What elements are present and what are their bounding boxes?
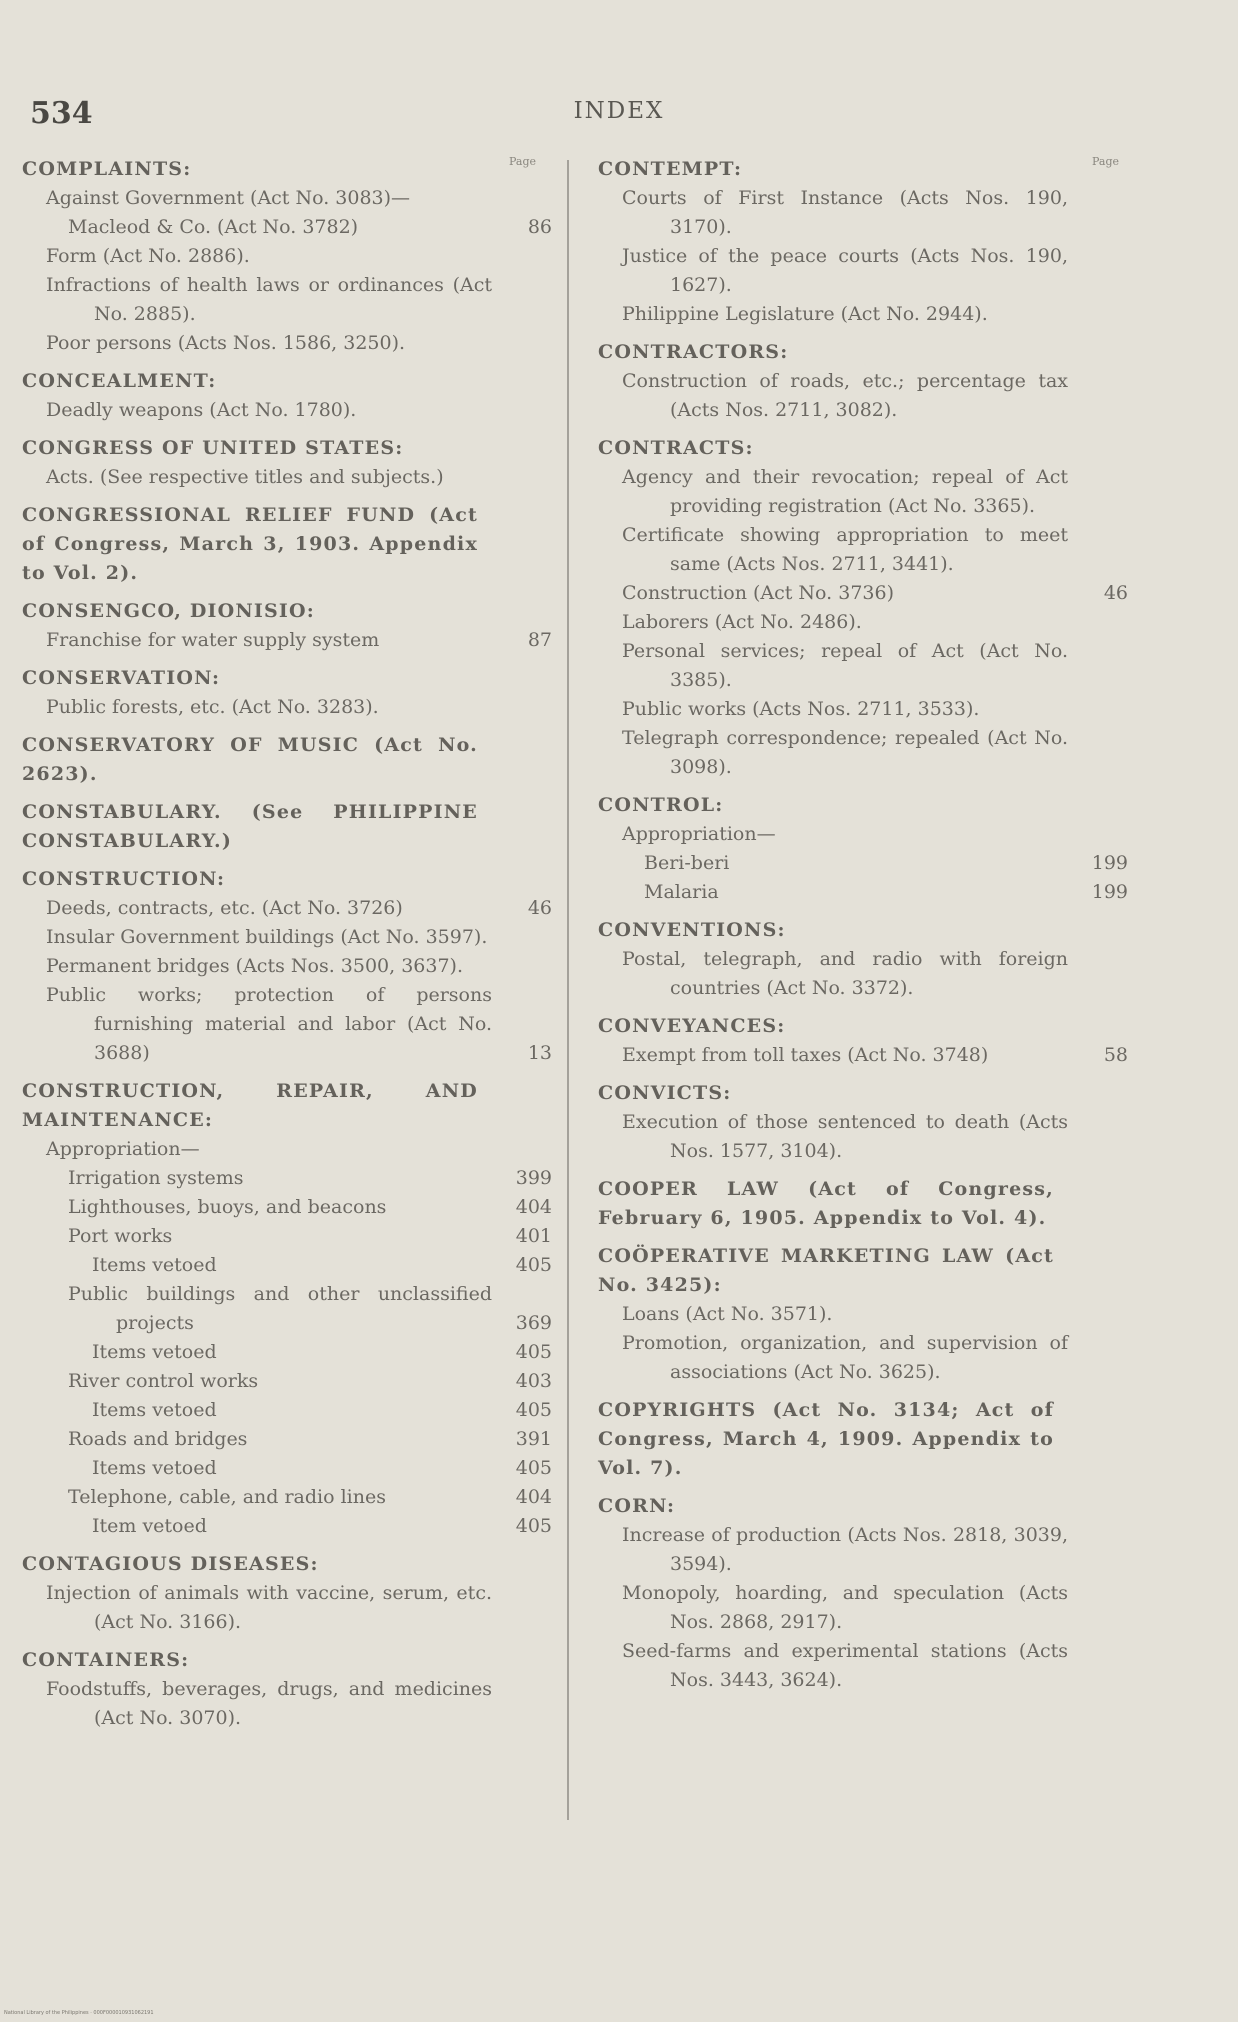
index-entries <box>598 155 1138 1695</box>
subentry-text: Monopoly, hoarding, and speculation (Acts Nos. 2868, 2917). <box>622 1582 1068 1633</box>
index-entry <box>598 1012 1138 1070</box>
index-subentry <box>46 1135 492 1164</box>
index-subentry <box>622 820 1068 849</box>
page-reference: 405 <box>515 1341 552 1363</box>
index-subentry <box>622 608 1068 637</box>
page-reference: 404 <box>515 1486 552 1508</box>
index-entry <box>22 664 550 722</box>
index-subentry <box>622 1329 1068 1387</box>
subentry-text: Telegraph correspondence; repealed (Act No. 3098). <box>622 727 1068 778</box>
index-subentry <box>46 693 492 722</box>
subentry-text: Form (Act No. 2886). <box>46 245 250 267</box>
subentry-text: Deeds, contracts, etc. (Act No. 3726) <box>46 897 403 919</box>
subentry-text: Acts. (See respective titles and subjects.) <box>46 466 444 488</box>
page-reference: 399 <box>515 1167 552 1189</box>
subentry-text: Macleod & Co. (Act No. 3782) <box>68 216 359 238</box>
index-heading: CONSTRUCTION: <box>22 868 226 890</box>
index-subentry <box>46 463 492 492</box>
index-heading: CONSTRUCTION, REPAIR, AND MAINTENANCE: <box>22 1080 478 1131</box>
index-entry <box>22 1077 550 1541</box>
index-entry <box>22 731 550 789</box>
index-heading: CONVEYANCES: <box>598 1015 786 1037</box>
subentry-text: Appropriation— <box>46 1138 200 1160</box>
page-reference: 86 <box>527 216 552 238</box>
index-subentry <box>644 878 1128 907</box>
index-entry <box>598 1079 1138 1166</box>
subentry-text: Exempt from toll taxes (Act No. 3748) <box>622 1044 989 1066</box>
index-subentry <box>46 396 492 425</box>
page-reference: 401 <box>515 1225 552 1247</box>
index-entries <box>22 155 550 1733</box>
subentry-text: Seed-farms and experimental stations (Acts Nos. 3443, 3624). <box>622 1640 1068 1691</box>
index-subentry <box>92 1251 552 1280</box>
index-entry <box>598 155 1138 329</box>
index-subentry <box>46 923 492 952</box>
subentry-text: Injection of animals with vaccine, serum, etc. (Act No. 3166). <box>46 1582 492 1633</box>
index-subentry <box>46 184 492 213</box>
page-reference: 391 <box>515 1428 552 1450</box>
subentry-text: Items vetoed <box>92 1399 217 1421</box>
index-subentry <box>622 945 1068 1003</box>
subentry-text: Foodstuffs, beverages, drugs, and medicines (Act No. 3070). <box>46 1678 492 1729</box>
subentry-text: Lighthouses, buoys, and beacons <box>68 1196 387 1218</box>
index-subentry <box>68 1483 552 1512</box>
index-heading: CONTRACTS: <box>598 437 754 459</box>
subentry-text: Deadly weapons (Act No. 1780). <box>46 399 357 421</box>
index-entry <box>22 597 550 655</box>
index-subentry <box>622 1041 1128 1070</box>
index-entry <box>598 1242 1138 1387</box>
index-subentry <box>68 1193 552 1222</box>
index-entry <box>22 865 550 1068</box>
index-subentry <box>622 1521 1068 1579</box>
subentry-text: Beri-beri <box>644 852 730 874</box>
index-subentry <box>622 463 1068 521</box>
index-subentry <box>622 367 1068 425</box>
index-subentry <box>46 894 552 923</box>
subentry-text: River control works <box>68 1370 259 1392</box>
page-reference: 405 <box>515 1515 552 1537</box>
subentry-text: Postal, telegraph, and radio with foreign countries (Act No. 3372). <box>622 948 1068 999</box>
subentry-text: Against Government (Act No. 3083)— <box>46 187 411 209</box>
running-header: INDEX <box>573 98 665 124</box>
page-reference: 403 <box>515 1370 552 1392</box>
index-heading: CONVICTS: <box>598 1082 732 1104</box>
index-subentry <box>68 1164 552 1193</box>
index-subentry <box>622 242 1068 300</box>
index-subentry <box>622 1579 1068 1637</box>
index-subentry <box>622 184 1068 242</box>
subentry-text: Courts of First Instance (Acts Nos. 190, 3170). <box>622 187 1068 238</box>
index-subentry <box>92 1338 552 1367</box>
subentry-text: Franchise for water supply system <box>46 629 380 651</box>
index-subentry <box>622 579 1128 608</box>
page-reference: 46 <box>1103 582 1128 604</box>
index-entry <box>22 1550 550 1637</box>
subentry-text: Roads and bridges <box>68 1428 248 1450</box>
subentry-text: Infractions of health laws or ordinances (Act No. 2885). <box>46 274 492 325</box>
subentry-text: Public works; protection of persons furnishing material and labor (Act No. 3688) <box>46 984 492 1064</box>
subentry-text: Increase of production (Acts Nos. 2818, 3039, 3594). <box>622 1524 1068 1575</box>
index-heading: CONSERVATION: <box>22 667 221 689</box>
index-subentry <box>92 1454 552 1483</box>
index-entry <box>22 1646 550 1733</box>
index-heading: CONTROL: <box>598 794 724 816</box>
subentry-text: Public works (Acts Nos. 2711, 3533). <box>622 698 980 720</box>
index-heading: CONTAINERS: <box>22 1649 190 1671</box>
subentry-text: Telephone, cable, and radio lines <box>68 1486 386 1508</box>
index-entry <box>22 434 550 492</box>
index-subentry <box>46 952 492 981</box>
index-subentry <box>68 1280 552 1338</box>
index-subentry <box>46 271 492 329</box>
index-subentry <box>68 1222 552 1251</box>
index-subentry <box>622 521 1068 579</box>
subentry-text: Port works <box>68 1225 173 1247</box>
index-heading: CONGRESSIONAL RELIEF FUND (Act of Congress, March 3, 1903. Appendix to Vol. 2). <box>22 504 478 584</box>
index-subentry <box>46 626 552 655</box>
index-entry <box>598 1175 1138 1233</box>
index-subentry <box>46 1675 492 1733</box>
index-subentry <box>46 981 552 1068</box>
index-heading: CONSTABULARY. (See PHILIPPINE CONSTABULARY.) <box>22 801 478 852</box>
index-heading: CONCEALMENT: <box>22 370 217 392</box>
index-entry <box>598 791 1138 907</box>
index-subentry <box>644 849 1128 878</box>
page-reference: 87 <box>527 629 552 651</box>
index-heading: CONSENGCO, DIONISIO: <box>22 600 315 622</box>
index-heading: COMPLAINTS: <box>22 158 192 180</box>
page-reference: 369 <box>515 1312 552 1334</box>
index-heading: CORN: <box>598 1495 676 1517</box>
page-column-label: Page <box>1092 155 1120 168</box>
subentry-text: Insular Government buildings (Act No. 3597). <box>46 926 488 948</box>
index-subentry <box>622 724 1068 782</box>
subentry-text: Irrigation systems <box>68 1167 244 1189</box>
subentry-text: Items vetoed <box>92 1254 217 1276</box>
subentry-text: Permanent bridges (Acts Nos. 3500, 3637). <box>46 955 464 977</box>
page-number: 534 <box>30 96 93 131</box>
index-subentry <box>622 1637 1068 1695</box>
page-reference: 405 <box>515 1457 552 1479</box>
index-heading: CONTEMPT: <box>598 158 743 180</box>
subentry-text: Poor persons (Acts Nos. 1586, 3250). <box>46 332 406 354</box>
index-subentry <box>46 1579 492 1637</box>
subentry-text: Construction (Act No. 3736) <box>622 582 895 604</box>
index-entry <box>22 367 550 425</box>
index-subentry <box>622 1300 1068 1329</box>
subentry-text: Public forests, etc. (Act No. 3283). <box>46 696 379 718</box>
index-subentry <box>622 695 1068 724</box>
subentry-text: Promotion, organization, and supervision of associations (Act No. 3625). <box>622 1332 1068 1383</box>
index-heading: COÖPERATIVE MARKETING LAW (Act No. 3425): <box>598 1245 1054 1296</box>
subentry-text: Execution of those sentenced to death (Acts Nos. 1577, 3104). <box>622 1111 1068 1162</box>
index-entry <box>598 434 1138 782</box>
column-divider <box>567 160 569 1820</box>
page-reference: 199 <box>1091 881 1128 903</box>
index-entry <box>22 155 550 358</box>
page-reference: 58 <box>1103 1044 1128 1066</box>
index-heading: CONVENTIONS: <box>598 919 786 941</box>
index-subentry <box>622 637 1068 695</box>
index-entry <box>22 501 550 588</box>
index-entry <box>598 1492 1138 1695</box>
index-subentry <box>68 213 552 242</box>
subentry-text: Items vetoed <box>92 1457 217 1479</box>
index-heading: CONTRACTORS: <box>598 341 789 363</box>
subentry-text: Malaria <box>644 881 719 903</box>
subentry-text: Philippine Legislature (Act No. 2944). <box>622 303 988 325</box>
subentry-text: Certificate showing appropriation to meet same (Acts Nos. 2711, 3441). <box>622 524 1068 575</box>
page-reference: 13 <box>527 1042 552 1064</box>
page-reference: 405 <box>515 1399 552 1421</box>
index-heading: COPYRIGHTS (Act No. 3134; Act of Congress, March 4, 1909. Appendix to Vol. 7). <box>598 1399 1054 1479</box>
index-heading: CONTAGIOUS DISEASES: <box>22 1553 319 1575</box>
index-heading: CONGRESS OF UNITED STATES: <box>22 437 404 459</box>
subentry-text: Personal services; repeal of Act (Act No. 3385). <box>622 640 1068 691</box>
subentry-text: Appropriation— <box>622 823 776 845</box>
page-reference: 405 <box>515 1254 552 1276</box>
subentry-text: Construction of roads, etc.; percentage tax (Acts Nos. 2711, 3082). <box>622 370 1068 421</box>
page-column-label: Page <box>509 155 537 168</box>
index-entry <box>598 1396 1138 1483</box>
subentry-text: Item vetoed <box>92 1515 207 1537</box>
subentry-text: Laborers (Act No. 2486). <box>622 611 862 633</box>
index-column-right <box>598 155 1138 1704</box>
subentry-text: Public buildings and other unclassified projects <box>68 1283 492 1334</box>
footer-credit: National Library of the Philippines · 000F000010931062191 <box>4 2010 154 2016</box>
index-heading: CONSERVATORY OF MUSIC (Act No. 2623). <box>22 734 478 785</box>
index-column-left <box>22 155 550 1742</box>
page-reference: 199 <box>1091 852 1128 874</box>
index-entry <box>598 916 1138 1003</box>
index-subentry <box>46 242 492 271</box>
index-subentry <box>68 1425 552 1454</box>
index-heading: COOPER LAW (Act of Congress, February 6, 1905. Appendix to Vol. 4). <box>598 1178 1054 1229</box>
subentry-text: Agency and their revocation; repeal of Act providing registration (Act No. 3365). <box>622 466 1068 517</box>
index-subentry <box>622 1108 1068 1166</box>
index-subentry <box>622 300 1068 329</box>
page-reference: 46 <box>527 897 552 919</box>
page-reference: 404 <box>515 1196 552 1218</box>
index-subentry <box>92 1396 552 1425</box>
index-entry <box>22 798 550 856</box>
index-subentry <box>92 1512 552 1541</box>
index-subentry <box>68 1367 552 1396</box>
subentry-text: Loans (Act No. 3571). <box>622 1303 833 1325</box>
index-entry <box>598 338 1138 425</box>
subentry-text: Items vetoed <box>92 1341 217 1363</box>
subentry-text: Justice of the peace courts (Acts Nos. 190, 1627). <box>622 245 1068 296</box>
index-subentry <box>46 329 492 358</box>
